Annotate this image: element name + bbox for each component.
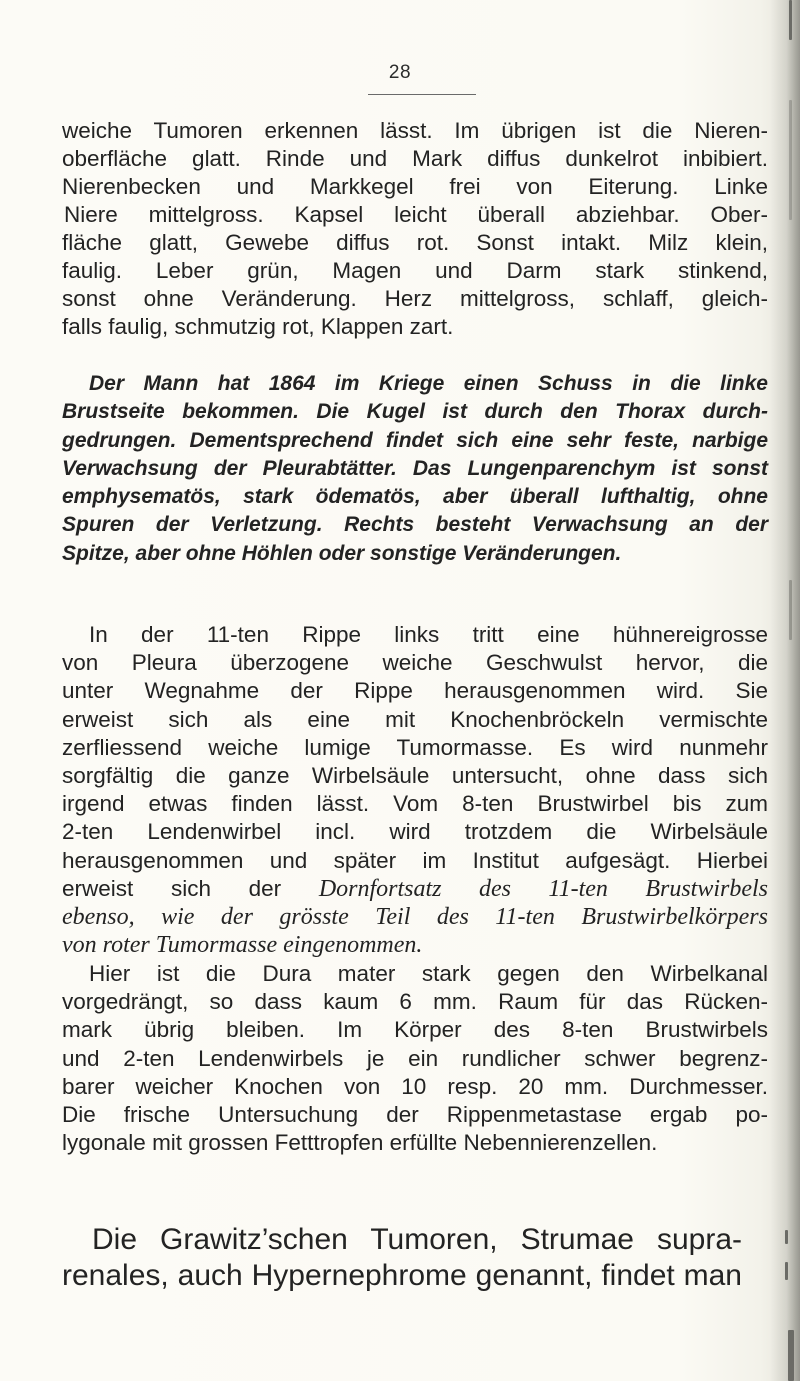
scan-edge-shadow: [770, 0, 800, 1381]
text-line: Spitze, aber ohne Höhlen oder sonstige Veränderungen.: [62, 541, 622, 565]
scan-artifact: [789, 100, 792, 220]
text-line: lygonale mit grossen Fetttropfen erfüllte Nebennierenzellen.: [62, 1130, 658, 1156]
italic-segment: Dornfortsatz des 11-ten Brustwirbels: [318, 875, 768, 902]
text-line: 2-ten Lendenwirbel incl. wird trotzdem die Wirbelsäule: [62, 819, 768, 845]
paragraph-rib-tumor: [62, 621, 768, 959]
text-line: Die Grawitz’schen Tumoren, Strumae supra-: [92, 1223, 742, 1256]
paragraph-vertebrae: [62, 960, 768, 1157]
text-line: Verwachsung der Pleurabtätter. Das Lungenparenchym ist sonst: [62, 456, 768, 480]
text-line: Die frische Untersuchung der Rippenmetastase ergab po-: [62, 1102, 768, 1128]
text-line: zerfliessend weiche lumige Tumormasse. Es wird nunmehr: [62, 734, 768, 760]
paragraph-grawitz-tumors: [62, 1222, 742, 1294]
text-line: fläche glatt, Gewebe diffus rot. Sonst intakt. Milz klein,: [62, 230, 768, 255]
text-line: falls faulig, schmutzig rot, Klappen zart.: [62, 314, 454, 339]
text-line-mixed: [62, 875, 768, 903]
text-line: sonst ohne Veränderung. Herz mittelgross, schlaff, gleich-: [62, 286, 768, 311]
text-line-italic: ebenso, wie der grösste Teil des 11-ten Brustwirbelkörpers: [62, 904, 768, 931]
text-line: renales, auch Hypernephrome genannt, findet man: [62, 1259, 742, 1292]
text-line: Brustseite bekommen. Die Kugel ist durch den Thorax durch-: [62, 400, 768, 424]
text-line: vorgedrängt, so dass kaum 6 mm. Raum für das Rücken-: [62, 989, 768, 1015]
text-line: In der 11-ten Rippe links tritt eine hühnereigrosse: [89, 622, 768, 647]
text-line: oberfläche glatt. Rinde und Mark diffus dunkelrot inbibiert.: [62, 146, 768, 171]
text-line: Spuren der Verletzung. Rechts besteht Verwachsung an der: [62, 513, 768, 537]
page-number: 28: [388, 62, 412, 83]
text-line: emphysematös, stark ödematös, aber überall lufthaltig, ohne: [62, 485, 768, 509]
scan-artifact: [788, 1330, 794, 1381]
text-line: irgend etwas finden lässt. Vom 8-ten Brustwirbel bis zum: [62, 791, 768, 817]
scan-artifact: [785, 1262, 788, 1280]
text-line: mark übrig bleiben. Im Körper des 8-ten Brustwirbels: [62, 1017, 768, 1043]
text-line: und 2-ten Lendenwirbels je ein rundlicher schwer begrenz-: [62, 1045, 768, 1071]
paragraph-history-italic: [62, 370, 768, 568]
text-line: unter Wegnahme der Rippe herausgenommen wird. Sie: [62, 678, 768, 704]
text-line: Nierenbecken und Markkegel frei von Eiterung. Linke: [62, 174, 768, 199]
scan-artifact: [789, 0, 792, 40]
text-line: gedrungen. Dementsprechend findet sich eine sehr feste, narbige: [62, 428, 768, 452]
text-segment: erweist sich der: [62, 875, 319, 901]
text-line-italic: von roter Tumormasse eingenommen.: [62, 932, 423, 959]
text-line: von Pleura überzogene weiche Geschwulst hervor, die: [62, 650, 768, 676]
text-line: barer weicher Knochen von 10 resp. 20 mm. Durchmesser.: [62, 1073, 768, 1099]
text-line: erweist sich als eine mit Knochenbröckeln vermischte: [62, 706, 768, 732]
scan-artifact: [785, 1230, 788, 1244]
text-line: faulig. Leber grün, Magen und Darm stark stinkend,: [62, 258, 768, 283]
text-line: sorgfältig die ganze Wirbelsäule untersucht, ohne dass sich: [62, 763, 768, 789]
text-line: Der Mann hat 1864 im Kriege einen Schuss in die linke: [89, 372, 768, 395]
text-line: weiche Tumoren erkennen lässt. Im übrigen ist die Nieren-: [62, 118, 768, 143]
header-rule: [368, 94, 476, 95]
paragraph-autopsy-findings: [62, 117, 768, 341]
text-line: herausgenommen und später im Institut aufgesägt. Hierbei: [62, 847, 768, 873]
scan-artifact: [789, 580, 792, 640]
text-line: Niere mittelgross. Kapsel leicht überall abziehbar. Ober-: [64, 202, 768, 227]
text-line: Hier ist die Dura mater stark gegen den Wirbelkanal: [89, 961, 768, 986]
